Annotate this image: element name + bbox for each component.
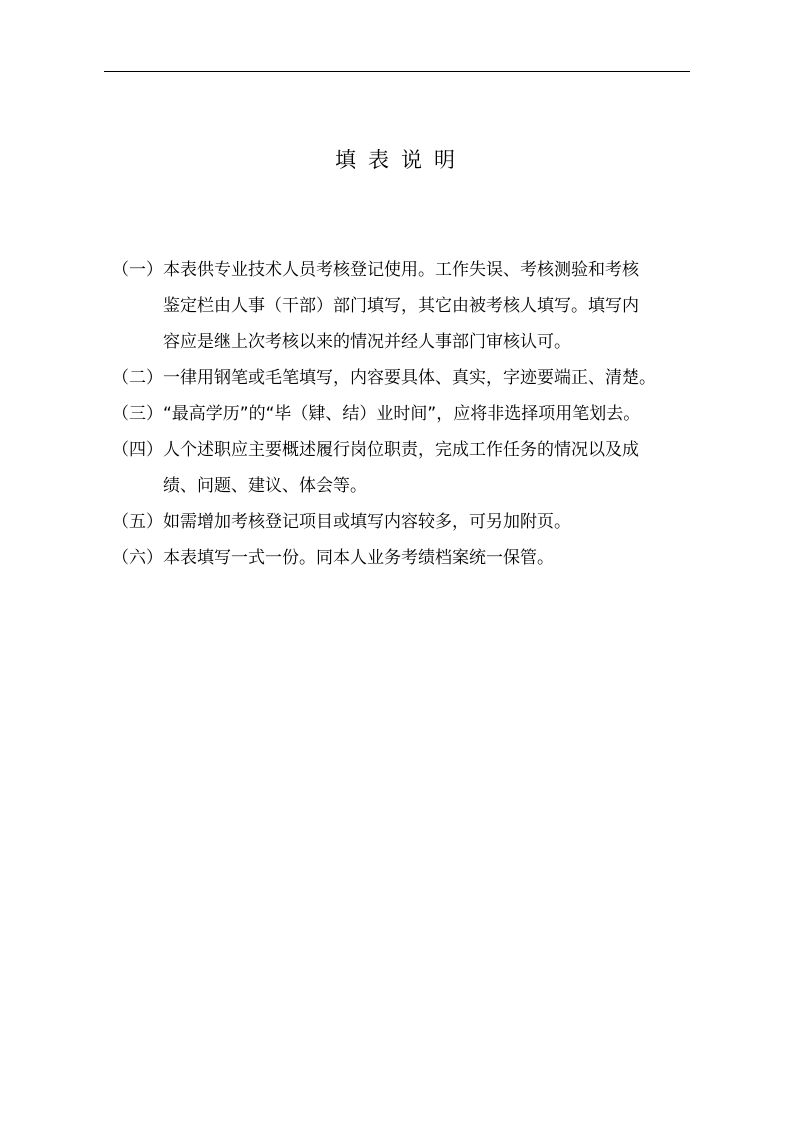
item-line: 鉴定栏由人事（干部）部门填写，其它由被考核人填写。填写内 [163,296,639,316]
item-number: （二） [112,368,163,388]
item-number: （四） [112,440,163,460]
instruction-item-2 [112,360,702,396]
header-rule [104,71,690,72]
item-number: （五） [112,512,163,532]
item-text [163,540,702,576]
item-line: 本表填写一式一份。同本人业务考绩档案统一保管。 [163,548,554,568]
item-text [163,396,702,432]
item-number: （六） [112,548,163,568]
instruction-item-1 [112,252,702,360]
instruction-item-5 [112,504,702,540]
instruction-item-6 [112,540,702,576]
item-line: 如需增加考核登记项目或填写内容较多，可另加附页。 [163,512,571,532]
instruction-item-3 [112,396,702,432]
instruction-item-4 [112,432,702,504]
item-text [163,360,702,396]
item-line: 人个述职应主要概述履行岗位职责，完成工作任务的情况以及成 [163,440,639,460]
item-line: 绩、问题、建议、体会等。 [163,476,367,496]
item-number: （一） [112,260,163,280]
item-line: 容应是继上次考核以来的情况并经人事部门审核认可。 [163,332,571,352]
item-number: （三） [112,404,163,424]
item-line: “最高学历”的“毕（肄、结）业时间”，应将非选择项用笔划去。 [163,404,641,424]
item-line: 一律用钢笔或毛笔填写，内容要具体、真实，字迹要端正、清楚。 [163,368,656,388]
page-title: 填表说明 [335,148,467,172]
item-text [163,432,702,504]
item-text [163,504,702,540]
item-line: 本表供专业技术人员考核登记使用。工作失误、考核测验和考核 [163,260,639,280]
item-text [163,252,702,360]
instructions-list [112,252,702,576]
